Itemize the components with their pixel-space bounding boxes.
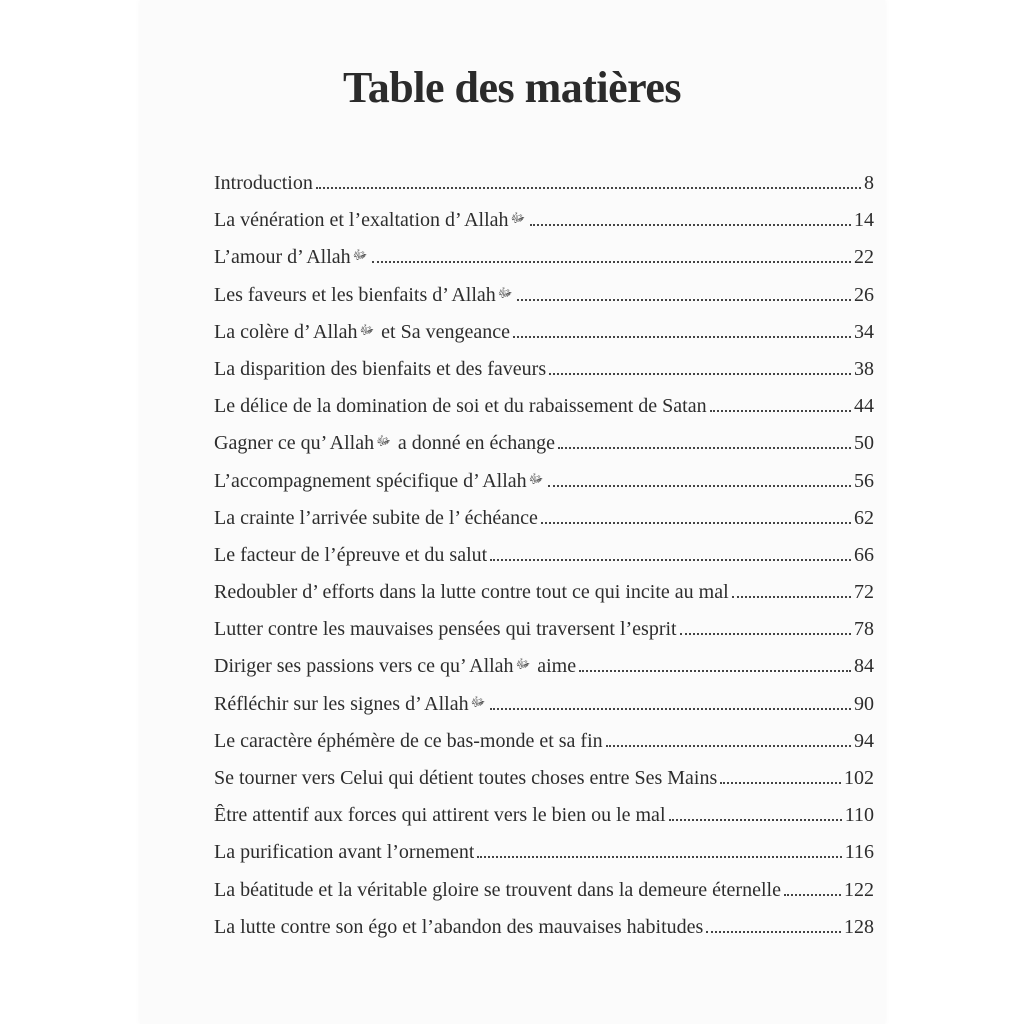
toc-entry-title: [214, 581, 729, 604]
toc-entry: [214, 358, 874, 395]
toc-page-number: 50: [854, 432, 874, 455]
toc-entry-title: [214, 470, 545, 493]
dot-leader: [710, 410, 851, 412]
toc-entry-title: [214, 841, 474, 864]
dot-leader: [490, 708, 851, 710]
toc-entry: [214, 172, 874, 209]
toc-entry-title: [214, 618, 677, 641]
toc-entry-text: La lutte contre son égo et l’abandon des mauvaises habitudes: [214, 915, 704, 938]
toc-entry-title: [214, 879, 781, 902]
toc-entry-text: Redoubler d’ efforts dans la lutte contre tout ce qui incite au mal: [214, 581, 729, 604]
toc-entry-text: Gagner ce qu’ Allah: [214, 432, 375, 455]
dot-leader: [720, 782, 841, 784]
dot-leader: [549, 373, 851, 375]
toc-entry: [214, 767, 874, 804]
toc-entry-text: La purification avant l’ornement: [214, 841, 475, 864]
toc-page-number: 62: [854, 506, 874, 529]
toc-entry-title: [214, 655, 576, 678]
dot-leader: [680, 633, 851, 635]
dot-leader: [579, 670, 851, 672]
toc-entry-text: La vénération et l’exaltation d’ Allah: [214, 209, 509, 232]
toc-entry-title: [214, 321, 510, 344]
toc-page-number: 44: [854, 395, 874, 418]
dot-leader: [784, 894, 841, 896]
toc-entry: [214, 395, 874, 432]
toc-entry-title: [214, 804, 666, 827]
toc-entry-title: [214, 172, 313, 195]
toc-entry-title: [214, 246, 369, 269]
honorific-glyph: ﷻ: [515, 657, 531, 673]
toc-entry-title: [214, 730, 603, 753]
honorific-glyph: ﷻ: [510, 211, 526, 227]
dot-leader: [732, 596, 851, 598]
toc-entry-title: [214, 693, 487, 716]
toc-entry: [214, 544, 874, 581]
honorific-glyph: ﷻ: [470, 694, 486, 710]
honorific-glyph: ﷻ: [352, 248, 368, 264]
dot-leader: [706, 931, 841, 933]
toc-entry: [214, 209, 874, 246]
dot-leader: [372, 261, 851, 263]
dot-leader: [606, 745, 851, 747]
toc-entry: [214, 618, 874, 655]
toc-entry-title: [214, 507, 538, 530]
toc-page-number: 66: [854, 543, 874, 566]
page-title: Table des matières: [342, 63, 682, 112]
toc-page-number: 78: [854, 618, 874, 641]
toc-entry-text: Les faveurs et les bienfaits d’ Allah: [214, 283, 496, 306]
toc-entry: [214, 581, 874, 618]
toc-entry: [214, 284, 874, 321]
dot-leader: [558, 447, 851, 449]
toc-entry-text: Le caractère éphémère de ce bas-monde et sa fin: [214, 729, 603, 752]
toc-entry-text: Introduction: [214, 172, 313, 194]
honorific-glyph: ﷻ: [497, 285, 513, 301]
toc-page-number: 110: [844, 804, 874, 827]
toc-entry: [214, 916, 874, 953]
toc-entry-title: [214, 284, 514, 307]
toc-entry-title: [214, 209, 527, 232]
toc-entry-text: L’accompagnement spécifique d’ Allah: [214, 469, 527, 492]
toc-entry-text: La crainte l’arrivée subite de l’ échéance: [214, 506, 538, 529]
toc-entry: [214, 693, 874, 730]
toc-entry-text-continued: et Sa vengeance: [381, 320, 510, 343]
toc-entry: [214, 507, 874, 544]
toc-page-number: 56: [854, 469, 874, 492]
honorific-glyph: ﷻ: [359, 322, 375, 338]
dot-leader: [548, 485, 851, 487]
toc-entry-title: [214, 358, 546, 381]
toc-entry-text: Être attentif aux forces qui attirent vers le bien ou le mal: [214, 804, 666, 827]
toc-entry: [214, 804, 874, 841]
toc-entry-title: [214, 767, 717, 790]
dot-leader: [490, 559, 851, 561]
toc-page-number: 94: [854, 729, 874, 752]
dot-leader: [513, 336, 851, 338]
toc-entry-text: La béatitude et la véritable gloire se trouvent dans la demeure éternelle: [214, 878, 781, 901]
dot-leader: [530, 224, 851, 226]
table-of-contents: [214, 172, 874, 953]
toc-entry: [214, 841, 874, 878]
toc-entry-text: Se tourner vers Celui qui détient toutes choses entre Ses Mains: [214, 767, 718, 789]
toc-entry: [214, 879, 874, 916]
toc-page-number: 102: [844, 767, 874, 789]
dot-leader: [477, 856, 841, 858]
toc-entry-text-continued: aime: [537, 655, 577, 678]
toc-entry-text: Diriger ses passions vers ce qu’ Allah: [214, 655, 514, 678]
dot-leader: [669, 819, 842, 821]
toc-entry: [214, 321, 874, 358]
toc-page-number: 90: [854, 692, 874, 715]
toc-page-number: 22: [854, 246, 874, 269]
dot-leader: [541, 522, 851, 524]
dot-leader: [517, 299, 851, 301]
honorific-glyph: ﷻ: [528, 471, 544, 487]
toc-page-number: 116: [844, 841, 874, 864]
toc-entry-title: [214, 544, 487, 567]
toc-page-number: 128: [844, 915, 874, 938]
toc-entry-text-continued: a donné en échange: [397, 432, 555, 455]
honorific-glyph: ﷻ: [376, 434, 391, 450]
toc-page-number: 38: [854, 357, 874, 380]
toc-entry: [214, 655, 874, 692]
toc-page-number: 14: [854, 209, 874, 232]
toc-entry: [214, 246, 874, 283]
toc-page-number: 8: [864, 172, 874, 194]
toc-entry-text: Le délice de la domination de soi et du rabaissement de Satan: [214, 395, 707, 418]
toc-entry-text: La colère d’ Allah: [214, 320, 358, 343]
toc-entry: [214, 470, 874, 507]
toc-entry-text: Lutter contre les mauvaises pensées qui traversent l’esprit: [214, 618, 677, 641]
toc-page-number: 72: [854, 581, 874, 604]
toc-entry: [214, 432, 874, 469]
toc-entry-text: Réfléchir sur les signes d’ Allah: [214, 692, 469, 715]
toc-entry-title: [214, 916, 703, 939]
toc-entry-text: L’amour d’ Allah: [214, 246, 351, 269]
toc-entry-title: [214, 432, 555, 455]
toc-entry-text: Le facteur de l’épreuve et du salut: [214, 543, 488, 566]
toc-entry-text: La disparition des bienfaits et des faveurs: [214, 357, 547, 380]
toc-entry: [214, 730, 874, 767]
toc-page-number: 84: [854, 655, 874, 678]
toc-page-number: 26: [854, 283, 874, 306]
toc-page-number: 122: [844, 878, 874, 901]
dot-leader: [316, 187, 861, 189]
toc-page-number: 34: [854, 320, 874, 343]
toc-entry-title: [214, 395, 707, 418]
